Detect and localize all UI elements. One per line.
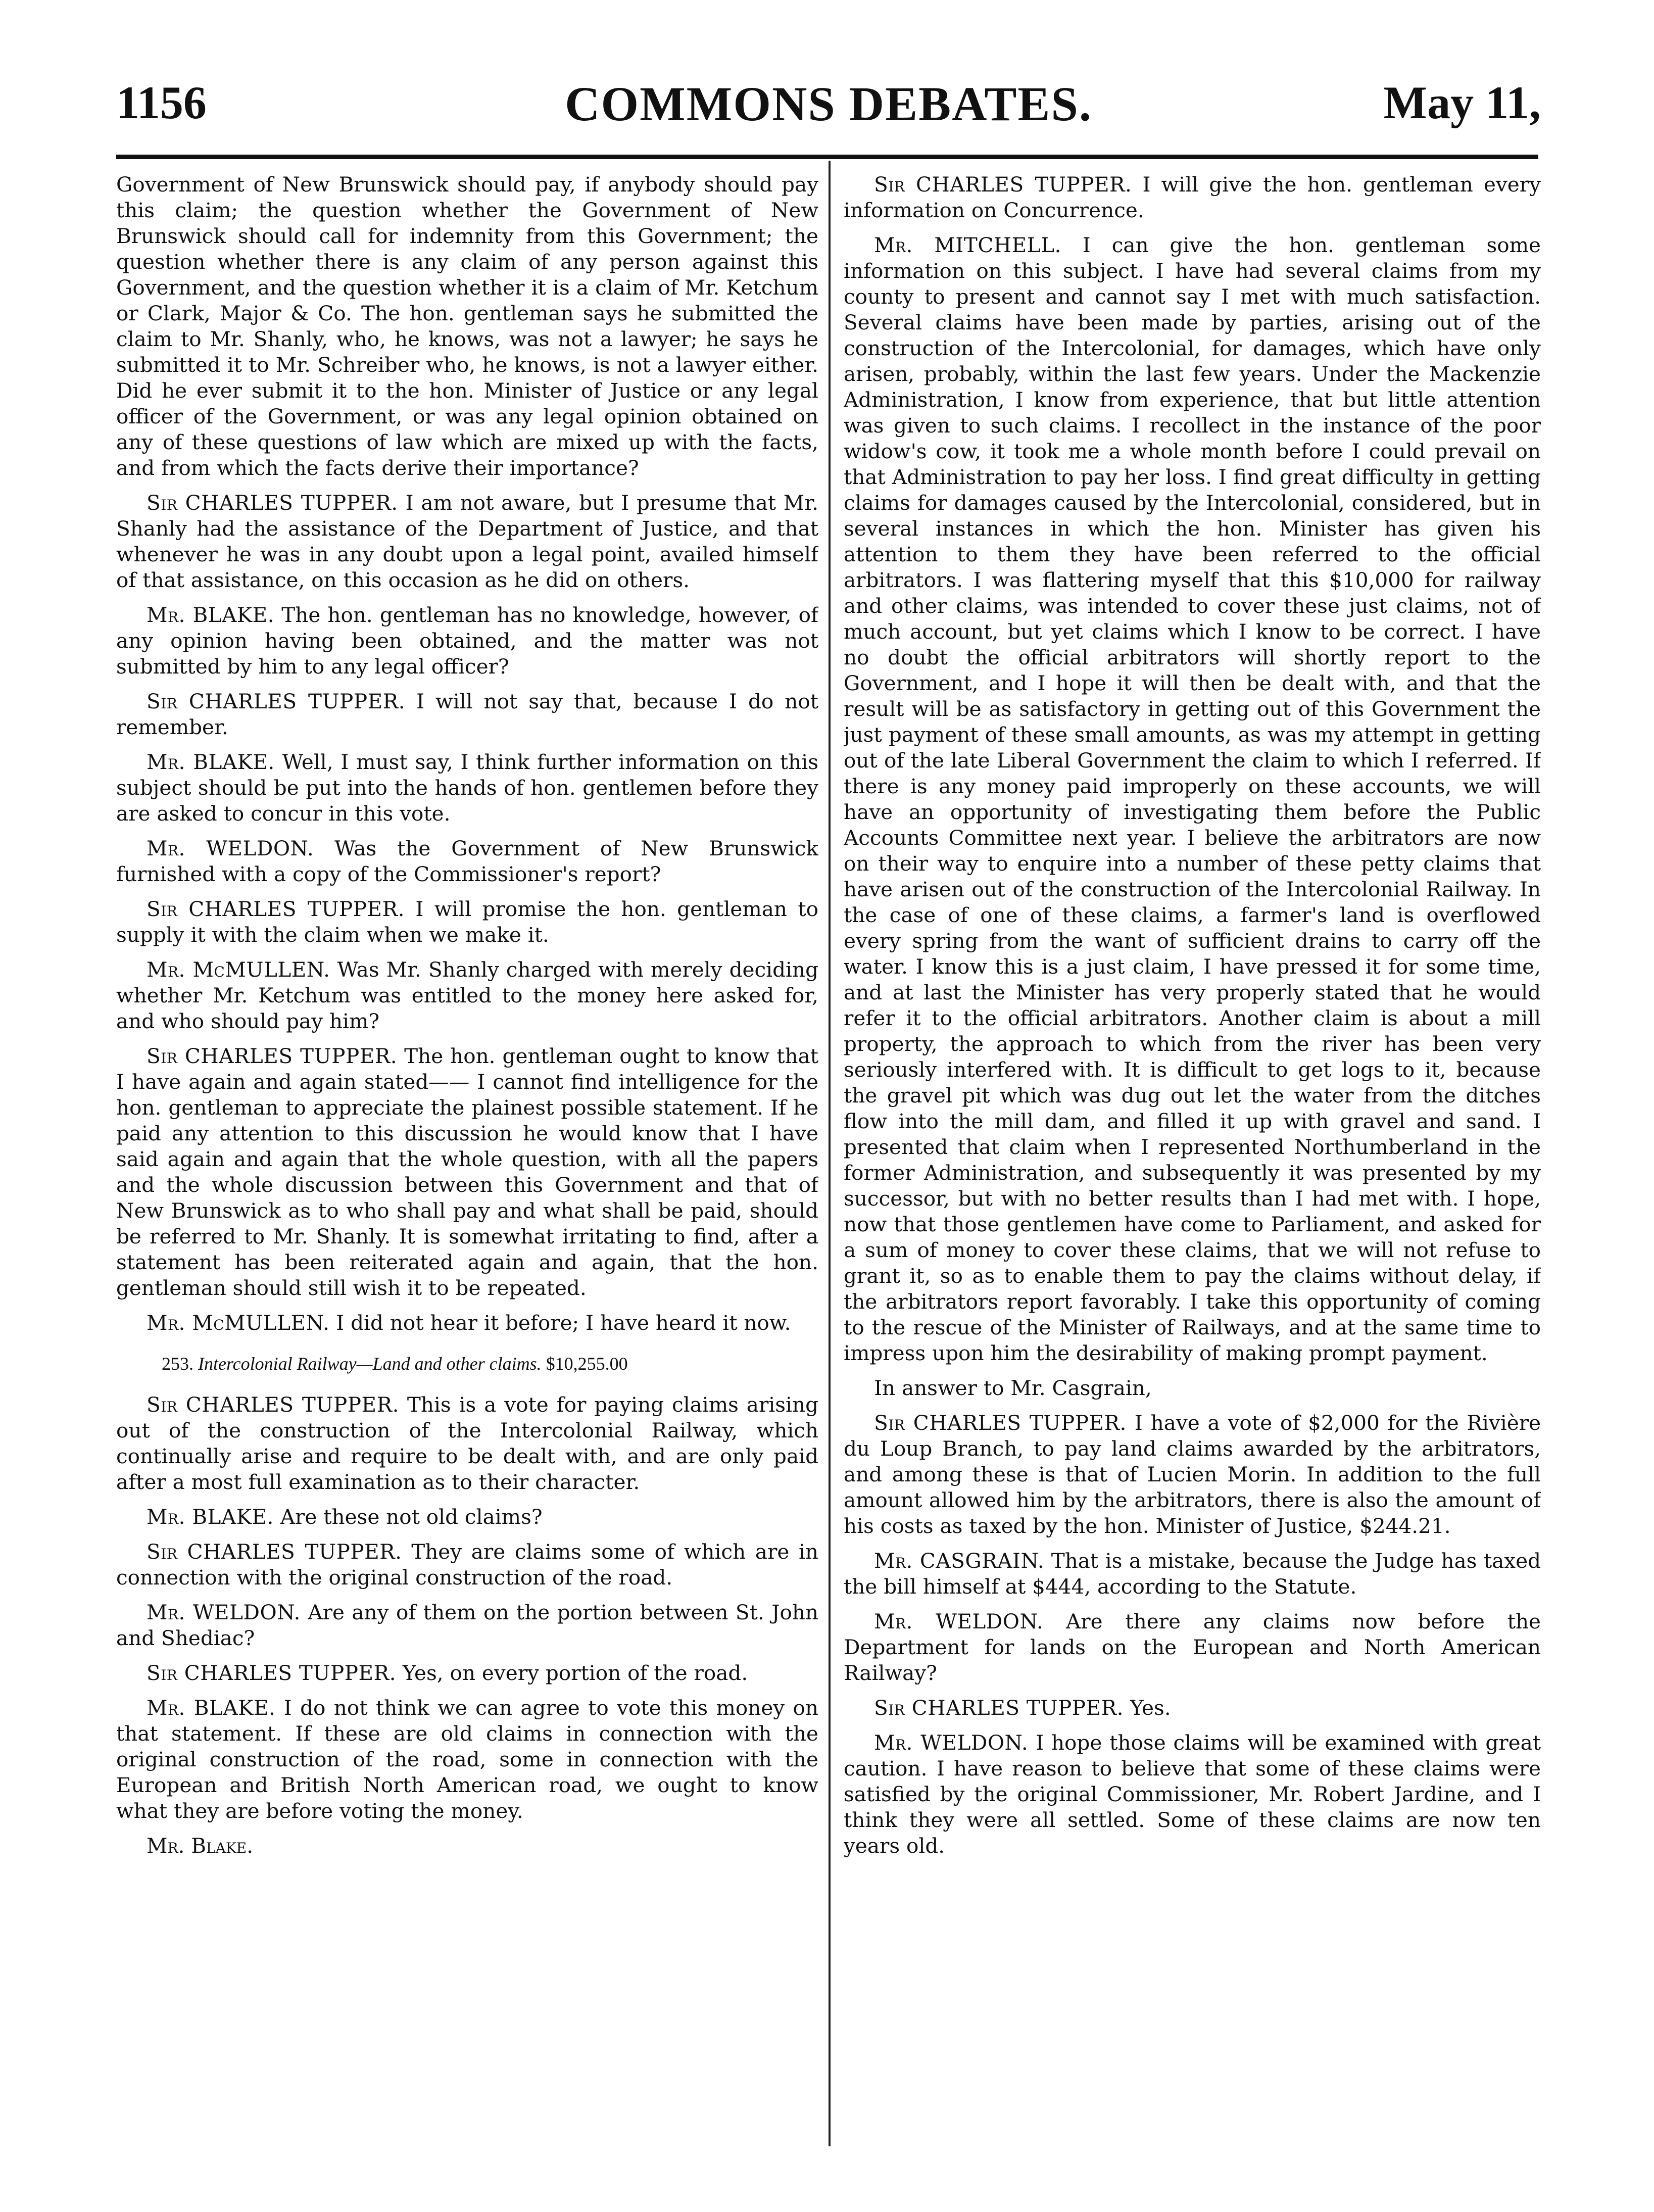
speech-text: Are any of them on the portion between St. John and Shediac? — [116, 1600, 818, 1650]
speaker-name: Mr. WELDON. — [874, 1609, 1044, 1633]
speech-text: The hon. gentleman has no knowledge, however, of any opinion having been obtained, and the matter was not submitted by him to any legal officer? — [116, 603, 818, 679]
speaker-name: Sir CHARLES TUPPER. — [147, 1392, 399, 1417]
speech-text: Are these not old claims? — [280, 1505, 543, 1529]
speaker-name: Sir CHARLES TUPPER. — [147, 491, 398, 515]
speaker-name: Sir CHARLES TUPPER. — [874, 1411, 1127, 1435]
speech-paragraph — [116, 1392, 818, 1495]
left-paragraphs-b — [116, 1392, 818, 1824]
speech-text: I will give the hon. gentleman every information on Concurrence. — [844, 172, 1541, 222]
speech-paragraph — [844, 1695, 1541, 1721]
speech-text: That is a mistake, because the Judge has taxed the bill himself at $444, according to the Statute. — [844, 1549, 1541, 1599]
speaker-name: Sir CHARLES TUPPER. — [147, 689, 406, 713]
left-paragraphs-a — [116, 490, 818, 1336]
speech-text: Was Mr. Shanly charged with merely deciding whether Mr. Ketchum was entitled to the money here asked for, and who should pay him? — [116, 957, 818, 1033]
speech-text: I can give the hon. gentleman some information on this subject. I have had several claims from my county to present and cannot say I met with much satisfaction. Several claims have been made by parties, arising out of the construction of the Intercolonial, for damages, which have only arisen, probably, within the last few years. Under the Mackenzie Administration, I know from experience, that but little attention was given to such claims. I recollect in the instance of the poor widow's cow, it took me a whole month before I could prevail on that Administration to pay her loss. I find great difficulty in getting claims for damages caused by the Intercolonial, considered, but in several instances in which the hon. Minister has given his attention to them they have been referred to the official arbitrators. I was flattering myself that this $10,000 for railway and other claims, was intended to cover these just claims, not of much account, but yet claims which I know to be correct. I have no doubt the official arbitrators will shortly report to the Government, and I hope it will then be dealt with, and that the result will be as satisfactory in getting out of this Government the just payment of these small amounts, as was my attempt in getting out of the late Liberal Government the claim to which I referred. If there is any money paid improperly on these accounts, we will have an opportunity of investigating them before the Public Accounts Committee next year. I believe the arbitrators are now on their way to enquire into a number of these petty claims that have arisen out of the construction of the Intercolonial Railway. In the case of one of these claims, a farmer's land is overflowed every spring from the want of sufficient drains to carry off the water. I know this is a just claim, I have pressed it for some time, and at last the Minister has very properly stated that he would refer it to the official arbitrators. Another claim is about a mill property, the approach to which from the river has been very seriously interfered with. It is difficult to get logs to it, because the gravel pit which was dug out let the water from the ditches flow into the mill dam, and filled it up with gravel and sand. I presented that claim when I represented Northumberland in the former Administration, and subsequently it was presented by my successor, but with no better results than I had met with. I hope, now that those gentlemen have come to Parliament, and asked for a sum of money to cover these claims, that we will not refuse to grant it, so as to enable them to pay the claims without delay, if the arbitrators report favorably. I take this opportunity of coming to the rescue of the Minister of Railways, and at the same time to impress upon him the desirability of making prompt payment. — [844, 233, 1541, 1365]
speech-text: I am not aware, but I presume that Mr. Shanly had the assistance of the Department of Justice, and that whenever he was in any doubt upon a legal point, availed himself of that assistance, on this occasion as he did on others. — [116, 491, 818, 592]
right-column — [844, 172, 1541, 2168]
speech-paragraph — [116, 896, 818, 948]
speech-paragraph — [116, 1043, 818, 1301]
vote-amount: $10,255.00 — [546, 1354, 628, 1374]
speaker-name: Mr. CASGRAIN. — [874, 1549, 1045, 1573]
speech-text: I will not say that, because I do not remember. — [116, 689, 818, 739]
speaker-name: Mr. McMULLEN. — [147, 1311, 330, 1335]
speaker-name: Mr. MITCHELL. — [874, 233, 1061, 257]
vote-description: Intercolonial Railway—Land and other claims. — [198, 1354, 542, 1374]
right-paragraphs-a — [844, 172, 1541, 1366]
speech-paragraph — [116, 490, 818, 593]
speech-text: I did not hear it before; I have heard it now. — [336, 1311, 791, 1335]
page-header — [116, 76, 1541, 152]
column-divider — [829, 161, 831, 2146]
speech-paragraph — [844, 1730, 1541, 1859]
speech-paragraph — [116, 1539, 818, 1591]
speech-text: Well, I must say, I think further information on this subject should be put into the hands of hon. gentlemen before they are asked to concur in this vote. — [116, 750, 818, 826]
speaker-name: Mr. BLAKE. — [147, 1696, 276, 1720]
speech-paragraph — [116, 689, 818, 740]
speaker-name: Mr. BLAKE. — [147, 603, 275, 627]
page-number: 1156 — [116, 77, 207, 128]
speaker-name: Mr. WELDON. — [147, 1600, 301, 1624]
speech-text: They are claims some of which are in connection with the original construction of the road. — [116, 1540, 818, 1590]
speech-paragraph — [844, 1548, 1541, 1600]
speech-text: I do not think we can agree to vote this money on that statement. If these are old claims in connection with the original construction of the road, some in connection with the European and British North American road, we ought to know what they are before voting the money. — [116, 1696, 818, 1823]
speaker-name: Mr. BLAKE. — [147, 750, 275, 774]
speech-paragraph — [844, 1609, 1541, 1686]
right-paragraphs-b — [844, 1410, 1541, 1859]
speech-text: Was the Government of New Brunswick furnished with a copy of the Commissioner's report? — [116, 836, 818, 886]
speaker-name: Mr. WELDON. — [147, 836, 314, 860]
speech-paragraph — [844, 172, 1541, 223]
speaker-name: Sir CHARLES TUPPER. — [147, 1540, 402, 1564]
speaker-name: Mr. McMULLEN. — [147, 957, 330, 982]
speech-text: This is a vote for paying claims arising out of the construction of the Intercolonial Railway, which continually arise and require to be dealt with, and are only paid after a most full examination as to their character. — [116, 1392, 818, 1494]
speech-text: I will promise the hon. gentleman to supply it with the claim when we make it. — [116, 897, 818, 947]
speech-paragraph — [116, 957, 818, 1034]
speech-paragraph — [116, 1600, 818, 1651]
answer-line: In answer to Mr. Casgrain, — [874, 1376, 1152, 1400]
speech-paragraph — [844, 1410, 1541, 1539]
column-signature: Mr. Blake. — [147, 1834, 254, 1858]
opening-paragraph — [116, 172, 818, 481]
speaker-name: Mr. WELDON. — [874, 1730, 1029, 1755]
left-column — [116, 172, 818, 2168]
speaker-name: Sir CHARLES TUPPER. — [147, 1661, 396, 1685]
speech-paragraph — [116, 749, 818, 827]
vote-number: 253. — [162, 1354, 193, 1374]
speech-paragraph — [116, 1660, 818, 1686]
speech-text: I hope those claims will be examined with great caution. I have reason to believe that some of these claims were satisfied by the original Commissioner, Mr. Robert Jardine, and I think they were all settled. Some of these claims are now ten years old. — [844, 1730, 1541, 1858]
speaker-name: Mr. BLAKE. — [147, 1505, 274, 1529]
speech-paragraph — [116, 836, 818, 887]
speaker-name: Sir CHARLES TUPPER. — [874, 1696, 1124, 1720]
paragraph-text: Government of New Brunswick should pay, if anybody should pay this claim; the question whether the Government of New Brunswick should call for indemnity from this Government; the question whether there is any claim of any person against this Government, and the question whether it is a claim of Mr. Ketchum or Clark, Major & Co. The hon. gentleman says he submitted the claim to Mr. Shanly, who, he knows, was not a lawyer; he says he submitted it to Mr. Schreiber who, he knows, is not a lawyer either. Did he ever submit it to the hon. Minister of Justice or any legal officer of the Government, or was any legal opinion obtained on any of these questions of law which are mixed up with the facts, and from which the facts derive their importance? — [116, 172, 818, 480]
header-date: May 11, — [1383, 77, 1541, 128]
speech-text: The hon. gentleman ought to know that I have again and again stated—— I cannot find intelligence for the hon. gentleman to appreciate the plainest possible statement. If he paid any attention to this discussion he would know that I have said again and again that the whole question, with all the papers and the whole discussion between this Government and that of New Brunswick as to who shall pay and what shall be paid, should be referred to Mr. Shanly. It is somewhat irritating to find, after a statement has been reiterated again and again, that the hon. gentleman should still wish it to be repeated. — [116, 1044, 818, 1300]
header-rule — [116, 155, 1538, 159]
speech-text: Are there any claims now before the Department for lands on the European and North American Railway? — [844, 1609, 1541, 1685]
speaker-name: Sir CHARLES TUPPER. — [147, 1044, 398, 1068]
speaker-name: Sir CHARLES TUPPER. — [874, 172, 1132, 197]
speech-paragraph — [116, 602, 818, 680]
speech-paragraph — [116, 1504, 818, 1530]
speech-paragraph — [116, 1310, 818, 1336]
speech-text: Yes, on every portion of the road. — [402, 1661, 748, 1685]
speech-paragraph — [116, 1695, 818, 1824]
speech-text: I have a vote of $2,000 for the Rivière du Loup Branch, to pay land claims awarded by the arbitrators, and among these is that of Lucien Morin. In addition to the full amount allowed him by the arbitrators, there is also the amount of his costs as taxed by the hon. Minister of Justice, $244.21. — [844, 1411, 1541, 1538]
vote-item — [116, 1351, 818, 1377]
running-title: COMMONS DEBATES. — [565, 77, 1092, 131]
speech-paragraph — [844, 232, 1541, 1366]
speaker-name: Sir CHARLES TUPPER. — [147, 897, 405, 921]
speech-text: Yes. — [1130, 1696, 1171, 1720]
